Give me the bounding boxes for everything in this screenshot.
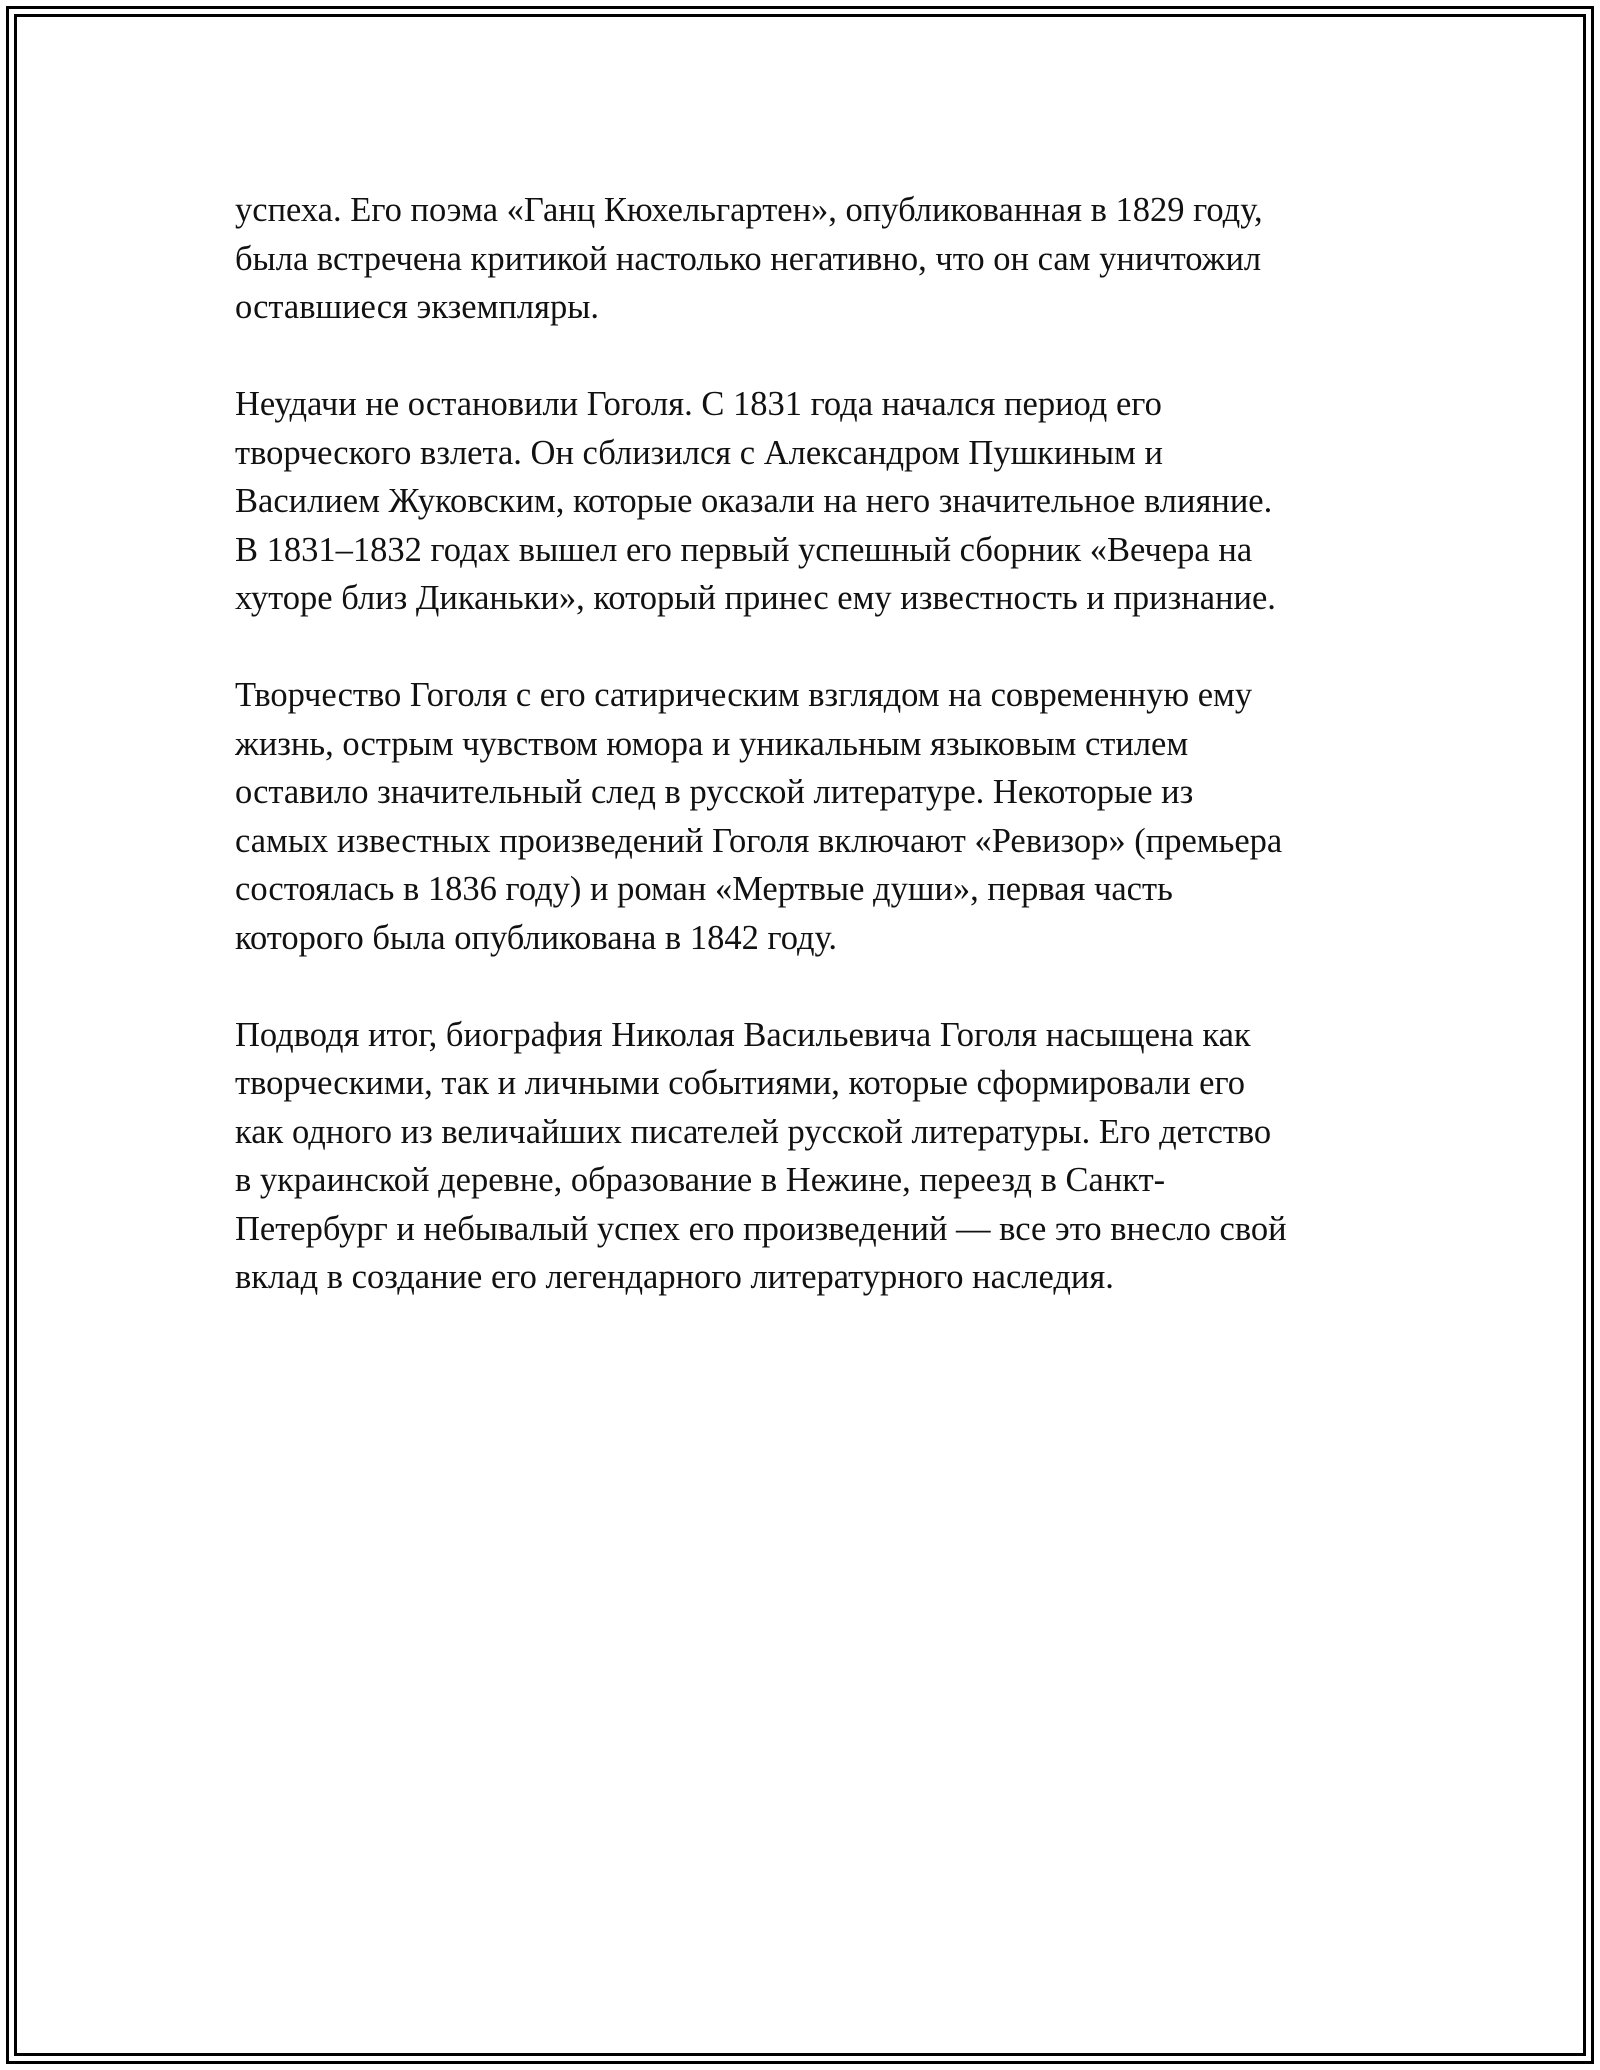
- text-line: жизнь, острым чувством юмора и уникальным языковым стилем: [235, 724, 1189, 763]
- text-line: была встречена критикой настолько негативно, что он сам уничтожил: [235, 239, 1262, 278]
- text-line: Петербург и небывалый успех его произведений — все это внесло свой: [235, 1209, 1287, 1248]
- paragraph-1: [235, 186, 1375, 332]
- paragraph-4: [235, 1011, 1375, 1302]
- paragraph-3: [235, 671, 1375, 962]
- text-line: которого была опубликована в 1842 году.: [235, 918, 837, 957]
- paragraph-2: [235, 380, 1375, 623]
- text-line: Неудачи не остановили Гоголя. С 1831 года начался период его: [235, 385, 1162, 423]
- text-line: Творчество Гоголя с его сатирическим взглядом на современную ему: [235, 676, 1253, 714]
- text-line: Василием Жуковским, которые оказали на него значительное влияние.: [235, 482, 1273, 520]
- text-line: В 1831–1832 годах вышел его первый успешный сборник «Вечера на: [235, 530, 1253, 569]
- text-line: вклад в создание его легендарного литературного наследия.: [235, 1258, 1114, 1296]
- text-line: самых известных произведений Гоголя включают «Ревизор» (премьера: [235, 821, 1283, 860]
- text-line: состоялась в 1836 году) и роман «Мертвые души», первая часть: [235, 870, 1173, 908]
- text-line: творческого взлета. Он сблизился с Александром Пушкиным и: [235, 433, 1163, 472]
- text-line: в украинской деревне, образование в Нежине, переезд в Санкт-: [235, 1161, 1166, 1199]
- document-body: [235, 186, 1375, 1350]
- text-line: оставшиеся экземпляры.: [235, 288, 600, 326]
- text-line: Подводя итог, биография Николая Васильевича Гоголя насыщена как: [235, 1015, 1251, 1054]
- text-line: успеха. Его поэма «Ганц Кюхельгартен», опубликованная в 1829 году,: [235, 191, 1263, 229]
- text-line: хуторе близ Диканьки», который принес ему известность и признание.: [235, 579, 1276, 617]
- text-line: творческими, так и личными событиями, которые сформировали его: [235, 1064, 1246, 1102]
- text-line: как одного из величайших писателей русской литературы. Его детство: [235, 1112, 1272, 1151]
- text-line: оставило значительный след в русской литературе. Некоторые из: [235, 773, 1194, 811]
